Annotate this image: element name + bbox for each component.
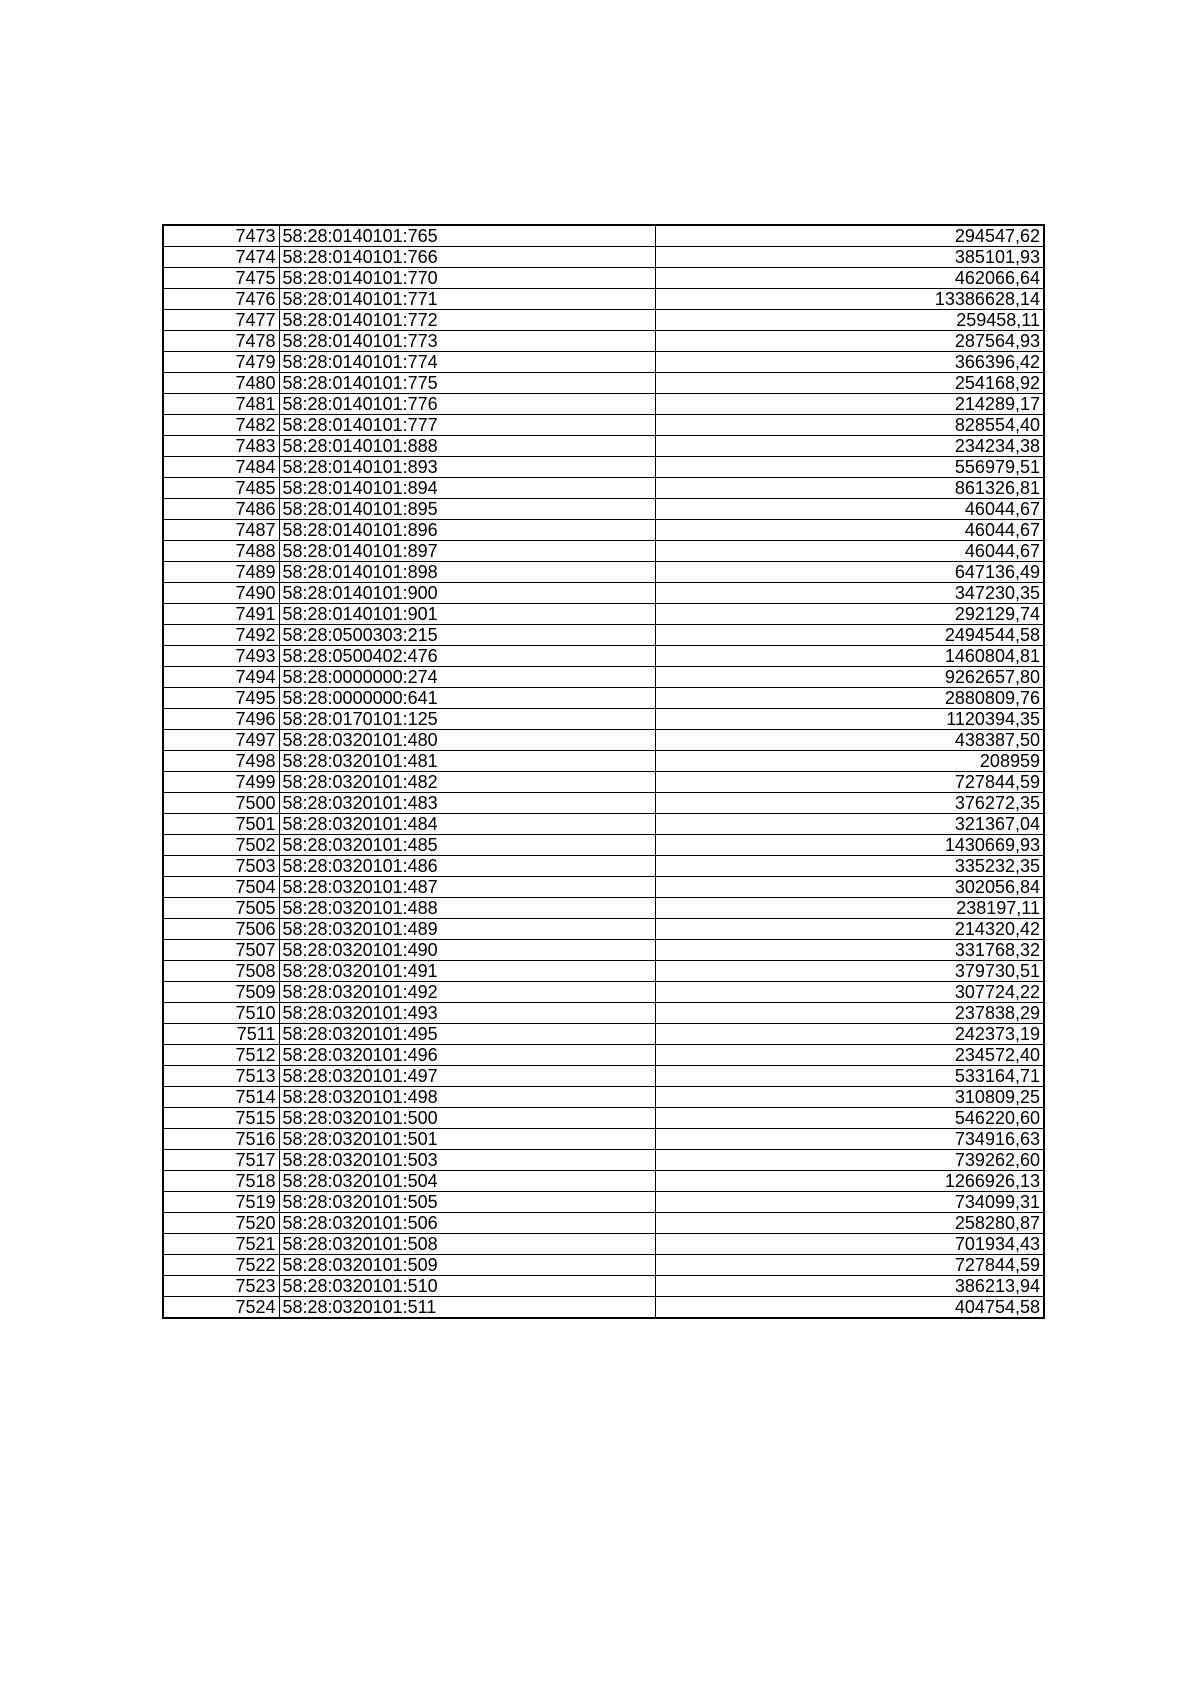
table-row — [163, 730, 1044, 751]
table-row — [163, 310, 1044, 331]
cadastral-value-cell: 259458,11 — [655, 310, 1044, 331]
cadastral-number-cell: 58:28:0320101:506 — [279, 1213, 655, 1234]
table-row — [163, 709, 1044, 730]
row-number-cell: 7524 — [163, 1297, 279, 1319]
cadastral-value-cell: 238197,11 — [655, 898, 1044, 919]
row-number-cell: 7511 — [163, 1024, 279, 1045]
cadastral-number-cell: 58:28:0140101:894 — [279, 478, 655, 499]
cadastral-value-cell: 727844,59 — [655, 772, 1044, 793]
row-number-cell: 7482 — [163, 415, 279, 436]
cadastral-value-cell: 404754,58 — [655, 1297, 1044, 1319]
row-number-cell: 7489 — [163, 562, 279, 583]
cadastral-value-cell: 376272,35 — [655, 793, 1044, 814]
cadastral-value-cell: 385101,93 — [655, 247, 1044, 268]
cadastral-value-cell: 254168,92 — [655, 373, 1044, 394]
table-row — [163, 1171, 1044, 1192]
row-number-cell: 7501 — [163, 814, 279, 835]
cadastral-number-cell: 58:28:0140101:777 — [279, 415, 655, 436]
table-row — [163, 1045, 1044, 1066]
cadastral-value-cell: 234572,40 — [655, 1045, 1044, 1066]
cadastral-number-cell: 58:28:0140101:776 — [279, 394, 655, 415]
row-number-cell: 7479 — [163, 352, 279, 373]
cadastral-number-cell: 58:28:0140101:766 — [279, 247, 655, 268]
cadastral-number-cell: 58:28:0320101:485 — [279, 835, 655, 856]
table-row — [163, 1213, 1044, 1234]
table-row — [163, 646, 1044, 667]
row-number-cell: 7520 — [163, 1213, 279, 1234]
cadastral-number-cell: 58:28:0320101:491 — [279, 961, 655, 982]
table-row — [163, 373, 1044, 394]
table-row — [163, 1192, 1044, 1213]
cadastral-value-cell: 739262,60 — [655, 1150, 1044, 1171]
table-row — [163, 457, 1044, 478]
cadastral-number-cell: 58:28:0140101:897 — [279, 541, 655, 562]
cadastral-value-cell: 335232,35 — [655, 856, 1044, 877]
cadastral-number-cell: 58:28:0320101:489 — [279, 919, 655, 940]
cadastral-value-cell: 302056,84 — [655, 877, 1044, 898]
table-row — [163, 940, 1044, 961]
cadastral-number-cell: 58:28:0320101:510 — [279, 1276, 655, 1297]
cadastral-value-cell: 386213,94 — [655, 1276, 1044, 1297]
cadastral-number-cell: 58:28:0320101:503 — [279, 1150, 655, 1171]
row-number-cell: 7487 — [163, 520, 279, 541]
table-row — [163, 247, 1044, 268]
table-row — [163, 688, 1044, 709]
row-number-cell: 7475 — [163, 268, 279, 289]
cadastral-number-cell: 58:28:0320101:486 — [279, 856, 655, 877]
table-row — [163, 814, 1044, 835]
table-row — [163, 520, 1044, 541]
cadastral-value-cell: 734099,31 — [655, 1192, 1044, 1213]
cadastral-number-cell: 58:28:0320101:509 — [279, 1255, 655, 1276]
row-number-cell: 7504 — [163, 877, 279, 898]
cadastral-value-cell: 462066,64 — [655, 268, 1044, 289]
row-number-cell: 7488 — [163, 541, 279, 562]
cadastral-value-cell: 533164,71 — [655, 1066, 1044, 1087]
cadastral-number-cell: 58:28:0320101:500 — [279, 1108, 655, 1129]
cadastral-value-cell: 647136,49 — [655, 562, 1044, 583]
table-row — [163, 1234, 1044, 1255]
row-number-cell: 7484 — [163, 457, 279, 478]
table-row — [163, 667, 1044, 688]
cadastral-number-cell: 58:28:0320101:508 — [279, 1234, 655, 1255]
cadastral-number-cell: 58:28:0320101:487 — [279, 877, 655, 898]
cadastral-value-cell: 46044,67 — [655, 520, 1044, 541]
row-number-cell: 7490 — [163, 583, 279, 604]
cadastral-value-cell: 727844,59 — [655, 1255, 1044, 1276]
cadastral-number-cell: 58:28:0140101:772 — [279, 310, 655, 331]
cadastral-value-cell: 1266926,13 — [655, 1171, 1044, 1192]
cadastral-value-cell: 2880809,76 — [655, 688, 1044, 709]
row-number-cell: 7505 — [163, 898, 279, 919]
row-number-cell: 7510 — [163, 1003, 279, 1024]
row-number-cell: 7518 — [163, 1171, 279, 1192]
cadastral-value-cell: 237838,29 — [655, 1003, 1044, 1024]
row-number-cell: 7499 — [163, 772, 279, 793]
cadastral-value-cell: 9262657,80 — [655, 667, 1044, 688]
row-number-cell: 7515 — [163, 1108, 279, 1129]
row-number-cell: 7497 — [163, 730, 279, 751]
row-number-cell: 7521 — [163, 1234, 279, 1255]
cadastral-value-cell: 310809,25 — [655, 1087, 1044, 1108]
row-number-cell: 7481 — [163, 394, 279, 415]
row-number-cell: 7480 — [163, 373, 279, 394]
cadastral-number-cell: 58:28:0140101:895 — [279, 499, 655, 520]
cadastral-number-cell: 58:28:0320101:490 — [279, 940, 655, 961]
cadastral-value-cell: 366396,42 — [655, 352, 1044, 373]
table-row — [163, 961, 1044, 982]
cadastral-number-cell: 58:28:0320101:493 — [279, 1003, 655, 1024]
row-number-cell: 7474 — [163, 247, 279, 268]
cadastral-value-cell: 46044,67 — [655, 541, 1044, 562]
cadastral-value-cell: 307724,22 — [655, 982, 1044, 1003]
cadastral-value-table — [162, 224, 1045, 1319]
cadastral-number-cell: 58:28:0140101:770 — [279, 268, 655, 289]
row-number-cell: 7509 — [163, 982, 279, 1003]
table-row — [163, 835, 1044, 856]
row-number-cell: 7500 — [163, 793, 279, 814]
row-number-cell: 7486 — [163, 499, 279, 520]
cadastral-number-cell: 58:28:0320101:501 — [279, 1129, 655, 1150]
cadastral-value-cell: 379730,51 — [655, 961, 1044, 982]
row-number-cell: 7523 — [163, 1276, 279, 1297]
cadastral-number-cell: 58:28:0140101:898 — [279, 562, 655, 583]
cadastral-number-cell: 58:28:0140101:900 — [279, 583, 655, 604]
cadastral-number-cell: 58:28:0320101:483 — [279, 793, 655, 814]
table-row — [163, 268, 1044, 289]
table-row — [163, 625, 1044, 646]
row-number-cell: 7517 — [163, 1150, 279, 1171]
row-number-cell: 7477 — [163, 310, 279, 331]
table-row — [163, 331, 1044, 352]
table-row — [163, 898, 1044, 919]
cadastral-value-cell: 347230,35 — [655, 583, 1044, 604]
cadastral-number-cell: 58:28:0140101:888 — [279, 436, 655, 457]
cadastral-value-cell: 438387,50 — [655, 730, 1044, 751]
cadastral-number-cell: 58:28:0320101:480 — [279, 730, 655, 751]
row-number-cell: 7506 — [163, 919, 279, 940]
table-body — [163, 225, 1044, 1318]
table-row — [163, 919, 1044, 940]
cadastral-number-cell: 58:28:0320101:492 — [279, 982, 655, 1003]
cadastral-number-cell: 58:28:0140101:893 — [279, 457, 655, 478]
table-row — [163, 1297, 1044, 1319]
cadastral-number-cell: 58:28:0320101:498 — [279, 1087, 655, 1108]
table-row — [163, 478, 1044, 499]
cadastral-number-cell: 58:28:0500402:476 — [279, 646, 655, 667]
row-number-cell: 7491 — [163, 604, 279, 625]
cadastral-value-cell: 258280,87 — [655, 1213, 1044, 1234]
row-number-cell: 7494 — [163, 667, 279, 688]
cadastral-number-cell: 58:28:0320101:495 — [279, 1024, 655, 1045]
cadastral-number-cell: 58:28:0320101:505 — [279, 1192, 655, 1213]
cadastral-value-cell: 734916,63 — [655, 1129, 1044, 1150]
table-row — [163, 541, 1044, 562]
cadastral-value-cell: 208959 — [655, 751, 1044, 772]
table-row — [163, 856, 1044, 877]
table-row — [163, 793, 1044, 814]
row-number-cell: 7512 — [163, 1045, 279, 1066]
table-row — [163, 352, 1044, 373]
table-row — [163, 1150, 1044, 1171]
cadastral-value-cell: 828554,40 — [655, 415, 1044, 436]
cadastral-number-cell: 58:28:0320101:482 — [279, 772, 655, 793]
cadastral-value-cell: 214289,17 — [655, 394, 1044, 415]
row-number-cell: 7492 — [163, 625, 279, 646]
cadastral-number-cell: 58:28:0500303:215 — [279, 625, 655, 646]
row-number-cell: 7485 — [163, 478, 279, 499]
row-number-cell: 7495 — [163, 688, 279, 709]
row-number-cell: 7519 — [163, 1192, 279, 1213]
table-row — [163, 415, 1044, 436]
row-number-cell: 7503 — [163, 856, 279, 877]
cadastral-value-cell: 701934,43 — [655, 1234, 1044, 1255]
cadastral-number-cell: 58:28:0140101:901 — [279, 604, 655, 625]
cadastral-number-cell: 58:28:0320101:484 — [279, 814, 655, 835]
table-row — [163, 1003, 1044, 1024]
cadastral-number-cell: 58:28:0320101:481 — [279, 751, 655, 772]
table-row — [163, 499, 1044, 520]
row-number-cell: 7483 — [163, 436, 279, 457]
row-number-cell: 7478 — [163, 331, 279, 352]
cadastral-value-cell: 1120394,35 — [655, 709, 1044, 730]
cadastral-value-cell: 861326,81 — [655, 478, 1044, 499]
cadastral-number-cell: 58:28:0140101:775 — [279, 373, 655, 394]
cadastral-value-cell: 1430669,93 — [655, 835, 1044, 856]
table-row — [163, 772, 1044, 793]
table-row — [163, 604, 1044, 625]
row-number-cell: 7522 — [163, 1255, 279, 1276]
cadastral-number-cell: 58:28:0320101:511 — [279, 1297, 655, 1319]
cadastral-number-cell: 58:28:0320101:488 — [279, 898, 655, 919]
cadastral-number-cell: 58:28:0140101:771 — [279, 289, 655, 310]
cadastral-number-cell: 58:28:0140101:773 — [279, 331, 655, 352]
row-number-cell: 7502 — [163, 835, 279, 856]
table-row — [163, 751, 1044, 772]
cadastral-number-cell: 58:28:0320101:504 — [279, 1171, 655, 1192]
table-row — [163, 436, 1044, 457]
table-row — [163, 1129, 1044, 1150]
row-number-cell: 7476 — [163, 289, 279, 310]
cadastral-number-cell: 58:28:0320101:497 — [279, 1066, 655, 1087]
row-number-cell: 7498 — [163, 751, 279, 772]
table-row — [163, 289, 1044, 310]
cadastral-value-cell: 331768,32 — [655, 940, 1044, 961]
table-row — [163, 877, 1044, 898]
cadastral-number-cell: 58:28:0000000:274 — [279, 667, 655, 688]
row-number-cell: 7473 — [163, 225, 279, 247]
cadastral-value-cell: 1460804,81 — [655, 646, 1044, 667]
cadastral-value-cell: 287564,93 — [655, 331, 1044, 352]
cadastral-number-cell: 58:28:0320101:496 — [279, 1045, 655, 1066]
table-row — [163, 1087, 1044, 1108]
cadastral-value-cell: 321367,04 — [655, 814, 1044, 835]
cadastral-value-cell: 292129,74 — [655, 604, 1044, 625]
cadastral-value-cell: 2494544,58 — [655, 625, 1044, 646]
row-number-cell: 7508 — [163, 961, 279, 982]
table-row — [163, 583, 1044, 604]
cadastral-value-cell: 46044,67 — [655, 499, 1044, 520]
table-row — [163, 1108, 1044, 1129]
cadastral-value-cell: 214320,42 — [655, 919, 1044, 940]
row-number-cell: 7514 — [163, 1087, 279, 1108]
cadastral-value-cell: 294547,62 — [655, 225, 1044, 247]
cadastral-number-cell: 58:28:0140101:896 — [279, 520, 655, 541]
cadastral-number-cell: 58:28:0140101:765 — [279, 225, 655, 247]
cadastral-number-cell: 58:28:0140101:774 — [279, 352, 655, 373]
row-number-cell: 7507 — [163, 940, 279, 961]
cadastral-value-cell: 234234,38 — [655, 436, 1044, 457]
row-number-cell: 7496 — [163, 709, 279, 730]
table-row — [163, 225, 1044, 247]
cadastral-number-cell: 58:28:0170101:125 — [279, 709, 655, 730]
table-row — [163, 1066, 1044, 1087]
table-row — [163, 1024, 1044, 1045]
table-row — [163, 1276, 1044, 1297]
cadastral-value-cell: 13386628,14 — [655, 289, 1044, 310]
row-number-cell: 7516 — [163, 1129, 279, 1150]
row-number-cell: 7513 — [163, 1066, 279, 1087]
table-row — [163, 394, 1044, 415]
table-row — [163, 982, 1044, 1003]
cadastral-number-cell: 58:28:0000000:641 — [279, 688, 655, 709]
cadastral-value-cell: 556979,51 — [655, 457, 1044, 478]
row-number-cell: 7493 — [163, 646, 279, 667]
table-row — [163, 1255, 1044, 1276]
table-row — [163, 562, 1044, 583]
cadastral-value-cell: 242373,19 — [655, 1024, 1044, 1045]
cadastral-value-cell: 546220,60 — [655, 1108, 1044, 1129]
